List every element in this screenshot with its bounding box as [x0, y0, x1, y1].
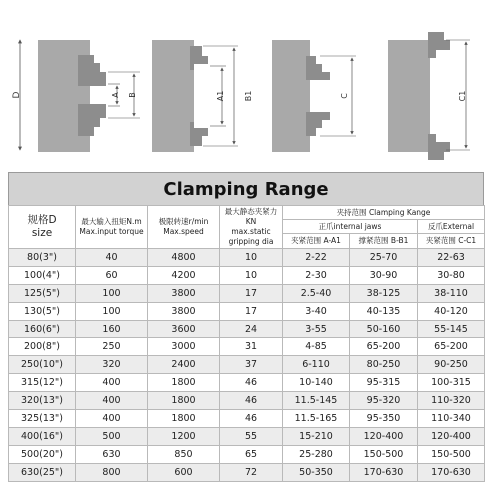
header-torque: 最大输入扭矩N.m Max.input torque	[76, 206, 148, 249]
table-cell: 37	[220, 356, 283, 374]
table-cell: 22-63	[418, 249, 485, 267]
table-cell: 40	[76, 249, 148, 267]
header-external-group: 反爪External	[418, 220, 485, 234]
table-cell: 3-40	[283, 302, 350, 320]
table-cell: 50-160	[350, 320, 418, 338]
table-cell: 11.5-165	[283, 410, 350, 428]
table-cell: 250(10")	[9, 356, 76, 374]
table-cell: 3800	[148, 284, 220, 302]
table-cell: 80-250	[350, 356, 418, 374]
table-cell: 3800	[148, 302, 220, 320]
table-cell: 1200	[148, 427, 220, 445]
table-cell: 4-85	[283, 338, 350, 356]
table-cell: 110-340	[418, 410, 485, 428]
table-cell: 325(13")	[9, 410, 76, 428]
chuck-diagram-4	[388, 32, 470, 160]
table-row	[9, 302, 485, 320]
table-cell: 60	[76, 266, 148, 284]
label-d: D	[12, 91, 22, 99]
table-row	[9, 392, 485, 410]
table-cell: 120-400	[350, 427, 418, 445]
table-cell: 400	[76, 410, 148, 428]
table-cell: 72	[220, 463, 283, 481]
table-cell: 400	[76, 374, 148, 392]
table-cell: 10	[220, 249, 283, 267]
label-b: B	[128, 92, 137, 98]
table-cell: 150-500	[350, 445, 418, 463]
header-internal-group: 正爪internal jaws	[283, 220, 418, 234]
table-cell: 40-135	[350, 302, 418, 320]
table-cell: 2.5-40	[283, 284, 350, 302]
table-cell: 110-320	[418, 392, 485, 410]
table-cell: 30-90	[350, 266, 418, 284]
table-cell: 40-120	[418, 302, 485, 320]
table-cell: 3-55	[283, 320, 350, 338]
table-cell: 150-500	[418, 445, 485, 463]
table-row	[9, 356, 485, 374]
table-cell: 30-80	[418, 266, 485, 284]
table-cell: 500(20")	[9, 445, 76, 463]
table-cell: 400	[76, 392, 148, 410]
header-range-group: 夹持范围 Clamping Kange	[283, 206, 485, 220]
label-c: C	[340, 93, 349, 99]
table-cell: 120-400	[418, 427, 485, 445]
table-cell: 15-210	[283, 427, 350, 445]
table-cell: 170-630	[418, 463, 485, 481]
table-cell: 320(13")	[9, 392, 76, 410]
table-cell: 65-200	[418, 338, 485, 356]
table-cell: 3000	[148, 338, 220, 356]
table-row	[9, 445, 485, 463]
table-cell: 125(5")	[9, 284, 76, 302]
chuck-diagrams	[0, 0, 488, 172]
chuck-diagram-2	[152, 40, 253, 152]
table-cell: 2400	[148, 356, 220, 374]
table-row	[9, 284, 485, 302]
table-cell: 100	[76, 284, 148, 302]
table-cell: 630	[76, 445, 148, 463]
table-cell: 2-30	[283, 266, 350, 284]
table-cell: 46	[220, 374, 283, 392]
table-cell: 31	[220, 338, 283, 356]
table-cell: 38-125	[350, 284, 418, 302]
table-row	[9, 374, 485, 392]
clamping-range-table	[8, 172, 484, 482]
table-cell: 400(16")	[9, 427, 76, 445]
table-cell: 320	[76, 356, 148, 374]
table-row	[9, 249, 485, 267]
table-cell: 55-145	[418, 320, 485, 338]
table-cell: 100(4")	[9, 266, 76, 284]
table-cell: 55	[220, 427, 283, 445]
label-a1: A1	[216, 90, 225, 102]
table-cell: 100	[76, 302, 148, 320]
table-cell: 80(3")	[9, 249, 76, 267]
table-row	[9, 320, 485, 338]
table-body	[9, 249, 485, 482]
header-speed: 极限转速r/min Max.speed	[148, 206, 220, 249]
header-force: 最大静态夹紧力KN max.static gripping dia	[220, 206, 283, 249]
table-cell: 10	[220, 266, 283, 284]
chuck-diagram-1	[12, 40, 140, 152]
table-cell: 65	[220, 445, 283, 463]
table-row	[9, 463, 485, 481]
table-cell: 17	[220, 284, 283, 302]
table-cell: 600	[148, 463, 220, 481]
label-a: A	[111, 92, 120, 98]
table-cell: 90-250	[418, 356, 485, 374]
header-col-b: 撑紧范围 B-B1	[350, 234, 418, 249]
table-row	[9, 427, 485, 445]
table-cell: 11.5-145	[283, 392, 350, 410]
header-size: 规格D size	[9, 206, 76, 249]
table-cell: 4200	[148, 266, 220, 284]
table-cell: 100-315	[418, 374, 485, 392]
table-cell: 800	[76, 463, 148, 481]
chuck-diagram-3	[272, 40, 356, 152]
table-title: Clamping Range	[8, 172, 484, 205]
table-cell: 25-70	[350, 249, 418, 267]
table-cell: 17	[220, 302, 283, 320]
table-cell: 46	[220, 392, 283, 410]
table-cell: 130(5")	[9, 302, 76, 320]
table-cell: 200(8")	[9, 338, 76, 356]
table-cell: 4800	[148, 249, 220, 267]
table-cell: 315(12")	[9, 374, 76, 392]
table-row	[9, 266, 485, 284]
label-c1: C1	[458, 90, 467, 102]
header-col-a: 夹紧范围 A-A1	[283, 234, 350, 249]
table-cell: 95-350	[350, 410, 418, 428]
table-cell: 850	[148, 445, 220, 463]
table-cell: 46	[220, 410, 283, 428]
table-cell: 250	[76, 338, 148, 356]
header-col-c: 夹紧范围 C-C1	[418, 234, 485, 249]
spec-table	[8, 205, 485, 482]
table-cell: 38-110	[418, 284, 485, 302]
table-cell: 1800	[148, 410, 220, 428]
table-cell: 500	[76, 427, 148, 445]
table-cell: 10-140	[283, 374, 350, 392]
table-cell: 160(6")	[9, 320, 76, 338]
table-row	[9, 410, 485, 428]
table-cell: 25-280	[283, 445, 350, 463]
table-cell: 160	[76, 320, 148, 338]
table-cell: 50-350	[283, 463, 350, 481]
table-cell: 24	[220, 320, 283, 338]
label-b1: B1	[244, 90, 253, 102]
table-cell: 630(25")	[9, 463, 76, 481]
table-cell: 65-200	[350, 338, 418, 356]
table-cell: 6-110	[283, 356, 350, 374]
table-cell: 1800	[148, 392, 220, 410]
table-cell: 1800	[148, 374, 220, 392]
table-cell: 95-315	[350, 374, 418, 392]
table-cell: 2-22	[283, 249, 350, 267]
table-row	[9, 338, 485, 356]
table-cell: 3600	[148, 320, 220, 338]
table-cell: 95-320	[350, 392, 418, 410]
table-cell: 170-630	[350, 463, 418, 481]
